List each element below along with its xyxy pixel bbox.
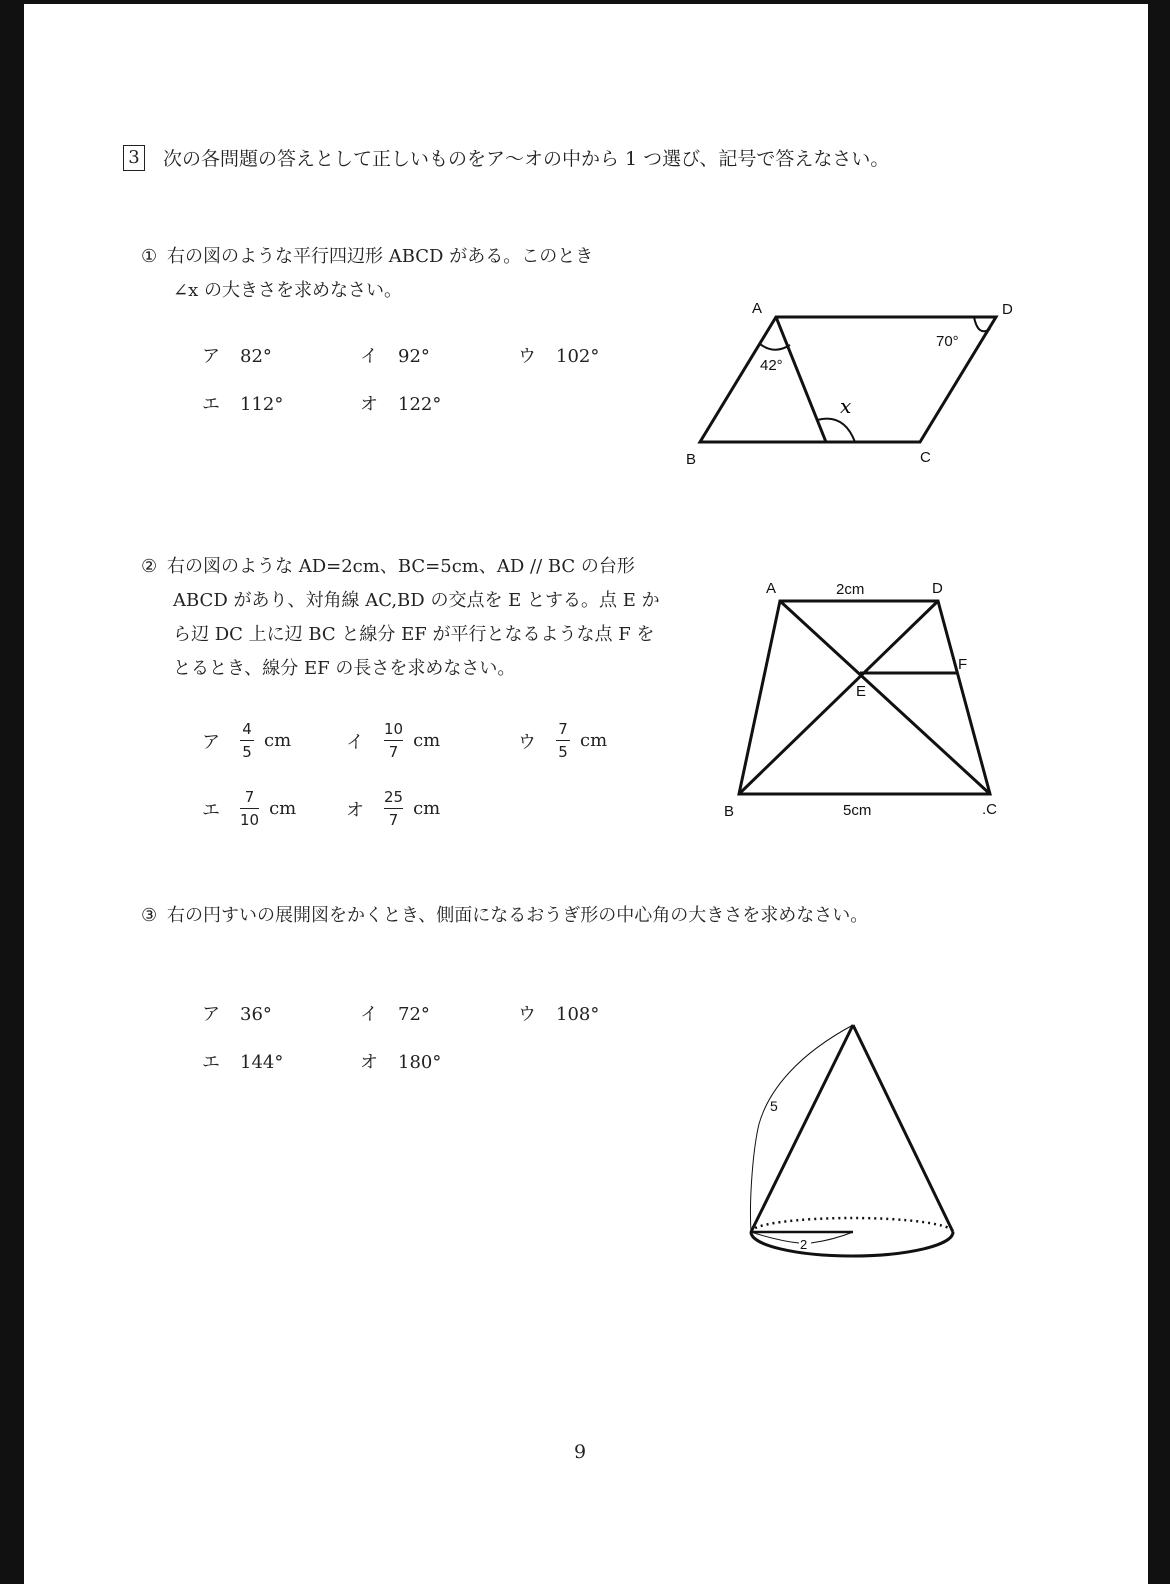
label-e: E bbox=[856, 683, 867, 700]
label-b: B bbox=[686, 451, 697, 468]
cone-base-front bbox=[751, 1232, 953, 1256]
label-f: F bbox=[958, 656, 968, 673]
q2-option-u: ウ $\frac{7}{5}$ cm bbox=[518, 720, 608, 761]
q1-option-o: オ 122° bbox=[360, 394, 442, 415]
section-number: 3 bbox=[123, 145, 145, 171]
label-c: .C bbox=[982, 801, 997, 818]
q2-option-a: ア $\frac{4}{5}$ cm bbox=[202, 720, 292, 761]
section-header bbox=[123, 144, 889, 171]
question-2-line-1: 右の図のような AD=2cm、BC=5cm、AD // BC の台形 bbox=[167, 556, 635, 577]
cone-base-back bbox=[751, 1218, 953, 1232]
q1-option-i: イ 92° bbox=[360, 346, 430, 367]
question-2-number: ② bbox=[141, 556, 158, 577]
question-3 bbox=[141, 899, 868, 933]
page-number: 9 bbox=[574, 1441, 587, 1463]
label-b: B bbox=[724, 803, 735, 820]
q3-option-u: ウ 108° bbox=[518, 1004, 600, 1025]
slant-label: 5 bbox=[770, 1098, 778, 1114]
fraction: $\frac{25}{7}$ bbox=[384, 788, 404, 829]
q3-option-e: エ 144° bbox=[202, 1052, 284, 1073]
parallelogram-figure bbox=[674, 289, 1034, 474]
q1-option-a: ア 82° bbox=[202, 346, 272, 367]
document-page bbox=[24, 4, 1148, 1584]
cone-left-edge bbox=[751, 1025, 853, 1232]
question-1-number: ① bbox=[141, 246, 158, 267]
q3-option-o: オ 180° bbox=[360, 1052, 442, 1073]
q3-option-i: イ 72° bbox=[360, 1004, 430, 1025]
label-a: A bbox=[752, 300, 763, 317]
fraction: $\frac{7}{5}$ bbox=[556, 720, 570, 761]
question-2-line-3: ら辺 DC 上に辺 BC と線分 EF が平行となるような点 F を bbox=[173, 624, 655, 645]
cone-right-edge bbox=[853, 1025, 953, 1232]
question-2-line-2: ABCD があり、対角線 AC,BD の交点を E とする。点 E か bbox=[173, 590, 660, 611]
q2-option-o: オ $\frac{25}{7}$ cm bbox=[346, 788, 441, 829]
angle-42-arc bbox=[760, 344, 790, 350]
trapezoid-figure bbox=[714, 569, 1034, 829]
question-1-line-2: ∠x の大きさを求めなさい。 bbox=[173, 280, 402, 301]
q1-option-u: ウ 102° bbox=[518, 346, 600, 367]
angle-x-label: x bbox=[840, 394, 852, 418]
radius-label: 2 bbox=[800, 1237, 808, 1252]
fraction: $\frac{7}{10}$ bbox=[240, 788, 260, 829]
q1-option-e: エ 112° bbox=[202, 394, 284, 415]
cone-figure bbox=[729, 1009, 989, 1279]
angle-70-label: 70° bbox=[936, 333, 959, 350]
question-3-number: ③ bbox=[141, 905, 158, 926]
fraction: $\frac{10}{7}$ bbox=[384, 720, 404, 761]
label-a: A bbox=[766, 580, 777, 597]
section-instruction: 次の各問題の答えとして正しいものをア～オの中から 1 つ選び、記号で答えなさい。 bbox=[163, 148, 890, 170]
angle-42-label: 42° bbox=[760, 357, 783, 374]
label-bottom-length: 5cm bbox=[843, 802, 872, 819]
question-2 bbox=[141, 550, 660, 686]
q2-option-e: エ $\frac{7}{10}$ cm bbox=[202, 788, 297, 829]
q3-option-a: ア 36° bbox=[202, 1004, 272, 1025]
diagonal-bd bbox=[739, 601, 938, 794]
segment-a-to-bc bbox=[776, 317, 826, 442]
label-d: D bbox=[932, 580, 943, 597]
question-3-line-1: 右の円すいの展開図をかくとき、側面になるおうぎ形の中心角の大きさを求めなさい。 bbox=[167, 905, 869, 926]
fraction: $\frac{4}{5}$ bbox=[240, 720, 254, 761]
label-c: C bbox=[920, 449, 931, 466]
label-d: D bbox=[1002, 301, 1013, 318]
diagonal-ac bbox=[780, 601, 990, 794]
question-1 bbox=[141, 240, 593, 308]
label-top-length: 2cm bbox=[836, 581, 865, 598]
question-2-line-4: とるとき、線分 EF の長さを求めなさい。 bbox=[173, 658, 516, 679]
question-1-line-1: 右の図のような平行四辺形 ABCD がある。このとき bbox=[167, 246, 594, 267]
q2-option-i: イ $\frac{10}{7}$ cm bbox=[346, 720, 441, 761]
